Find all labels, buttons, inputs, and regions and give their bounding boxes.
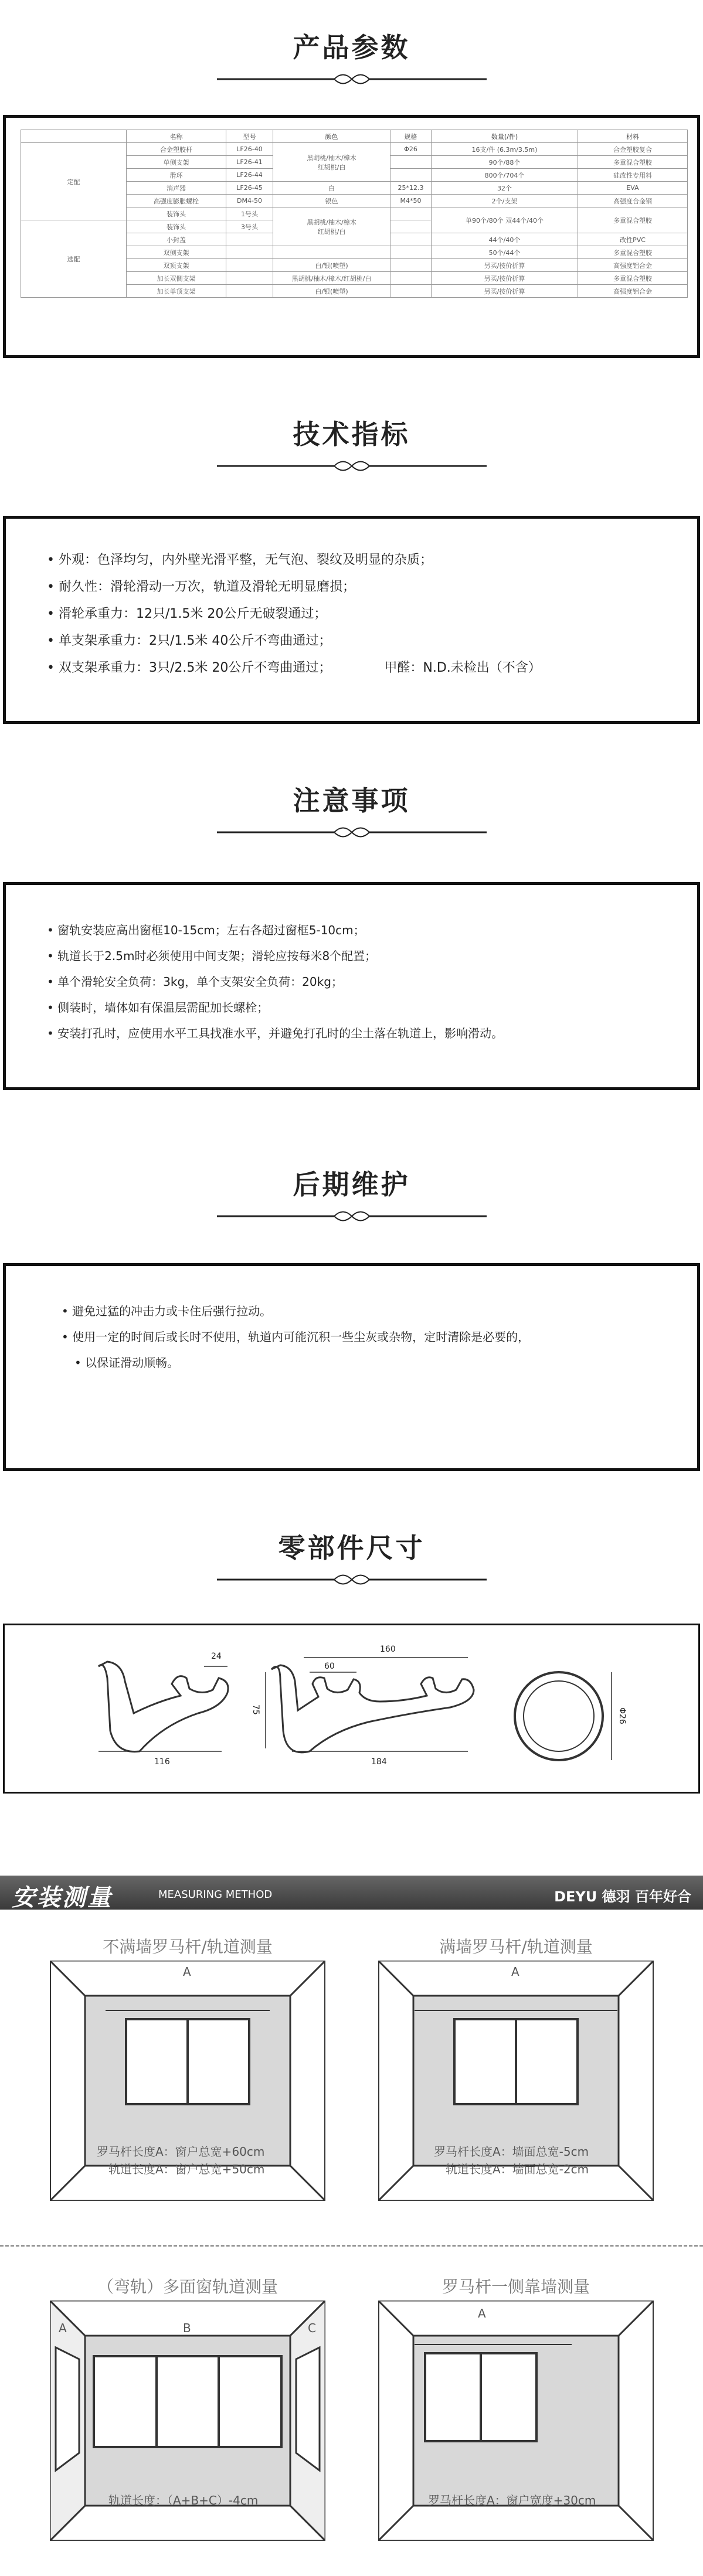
room2-title: 满墙罗马杆/轨道测量: [439, 1937, 593, 1956]
cell: [226, 246, 273, 259]
cell: 加长双侧支架: [127, 272, 226, 285]
room1-l1: 罗马杆长度A：窗户总宽+60cm: [97, 2145, 265, 2159]
list-item: • 侧装时，墙体如有保温层需配加长螺栓；: [47, 995, 503, 1020]
cell: [226, 233, 273, 246]
group-label: 选配: [21, 220, 127, 298]
cell: 黑胡桃/柚木/樟木 红胡桃/白: [273, 143, 390, 182]
cell: EVA: [578, 182, 688, 195]
cell: 双侧支架: [127, 246, 226, 259]
cell: 25*12.3: [390, 182, 432, 195]
room3-b: B: [183, 2321, 191, 2335]
group-label: 定配: [21, 143, 127, 220]
cell: 加长单顶支架: [127, 285, 226, 298]
cell: 多重混合塑胶: [578, 156, 688, 169]
th-spec: 规格: [390, 130, 432, 143]
ornament-divider-icon: [217, 1206, 487, 1226]
list-item: • 单支架承重力：2只/1.5米 40公斤不弯曲通过；: [47, 628, 541, 655]
cell: [390, 156, 432, 169]
cell: 硅改性专用料: [578, 169, 688, 182]
tech-box: [3, 516, 700, 724]
ornament-divider-icon: [217, 69, 487, 89]
room3-c: C: [308, 2321, 316, 2335]
cell: LF26-45: [226, 182, 273, 195]
room2-a: A: [511, 1965, 519, 1979]
room1-l2: 轨道长度A：窗户总宽+50cm: [108, 2162, 265, 2176]
cell: 90个/88个: [432, 156, 578, 169]
cell: 黑胡桃/柚木/樟木/红胡桃/白: [273, 272, 390, 285]
maint-list: [62, 1298, 529, 1376]
cell: 白/银(喷塑): [273, 285, 390, 298]
cell: [390, 169, 432, 182]
cell: 小封盖: [127, 233, 226, 246]
list-item-cont: • 以保证滑动顺畅。: [62, 1350, 529, 1376]
maint-box: [3, 1263, 700, 1471]
th-color: 颜色: [273, 130, 390, 143]
cell: Φ26: [390, 143, 432, 156]
room1-a: A: [183, 1965, 191, 1979]
cell: 800个/704个: [432, 169, 578, 182]
cell: 32个: [432, 182, 578, 195]
params-box: [3, 115, 700, 358]
single-bracket-icon: [99, 1662, 228, 1752]
room3-l1: 轨道长度：（A+B+C）-4cm: [108, 2493, 259, 2507]
room4-l1: 罗马杆长度A：窗户宽度+30cm: [428, 2493, 596, 2507]
cell: 另买/按价折算: [432, 285, 578, 298]
cell: 多重混合塑胶: [578, 207, 688, 233]
cell: [390, 207, 432, 220]
room3-a: A: [59, 2321, 67, 2335]
params-title: 产品参数: [293, 32, 410, 63]
th-qty: 数量(/件): [432, 130, 578, 143]
maint-title: 后期维护: [293, 1169, 410, 1200]
cell: 合金塑胶杆: [127, 143, 226, 156]
ornament-divider-icon: [217, 456, 487, 476]
cell: [226, 259, 273, 272]
dim-24: 24: [211, 1652, 222, 1661]
cell: [226, 272, 273, 285]
cell: [226, 285, 273, 298]
list-item: • 避免过猛的冲击力或卡住后强行拉动。: [62, 1298, 529, 1324]
cell: 单侧支架: [127, 156, 226, 169]
list-item: • 外观：色泽均匀，内外壁光滑平整，无气泡、裂纹及明显的杂质；: [47, 547, 541, 574]
cell: DM4-50: [226, 195, 273, 207]
notes-box: [3, 882, 700, 1090]
dim-160: 160: [380, 1645, 396, 1654]
install-banner: [0, 1876, 703, 1910]
dashed-divider: [0, 2245, 703, 2247]
install-en: MEASURING METHOD: [158, 1888, 273, 1901]
cell: 另买/按价折算: [432, 259, 578, 272]
room3-title: （弯轨）多面窗轨道测量: [97, 2277, 278, 2296]
cell: [390, 233, 432, 246]
cell: 16支/件 (6.3m/3.5m): [432, 143, 578, 156]
list-item: • 轨道长于2.5m时必须使用中间支架；滑轮应按每米8个配置；: [47, 943, 503, 969]
cell: 改性PVC: [578, 233, 688, 246]
list-item: • 滑轮承重力：12只/1.5米 20公斤无破裂通过；: [47, 601, 541, 628]
list-item: • 窗轨安装应高出窗框10-15cm；左右各超过窗框5-10cm；: [47, 917, 503, 943]
cell: 44个/40个: [432, 233, 578, 246]
th-material: 材料: [578, 130, 688, 143]
room1-title: 不满墙罗马杆/轨道测量: [103, 1937, 273, 1956]
spec-table: [21, 130, 688, 298]
cell: [390, 220, 432, 233]
cell: [390, 285, 432, 298]
dim-26: Φ26: [617, 1707, 627, 1724]
cell: 3号头: [226, 220, 273, 233]
cell: 装饰头: [127, 207, 226, 220]
cell: 合金塑胶复合: [578, 143, 688, 156]
cell: [390, 272, 432, 285]
ring-icon: [515, 1672, 603, 1760]
cell: 黑胡桃/柚木/樟木 红胡桃/白: [273, 207, 390, 246]
install-title: 安装测量: [12, 1884, 113, 1911]
cell: [390, 259, 432, 272]
tech-title: 技术指标: [293, 418, 410, 450]
table-row: [21, 143, 688, 156]
list-item: • 双支架承重力：3只/2.5米 20公斤不弯曲通过； 甲醛：N.D.未检出（不含）: [47, 655, 541, 682]
list-item: • 使用一定的时间后或长时不使用，轨道内可能沉积一些尘灰或杂物，定时清除是必要的，: [62, 1324, 529, 1350]
formaldehyde-text: 甲醛：N.D.未检出（不含）: [384, 661, 541, 675]
th-name: 名称: [127, 130, 226, 143]
brand-logo: DEYU 德羽 百年好合: [554, 1888, 691, 1905]
tech-list: [47, 547, 541, 682]
dim-75: 75: [251, 1704, 260, 1715]
ornament-divider-icon: [217, 1570, 487, 1590]
cell: 白/银(喷塑): [273, 259, 390, 272]
cell: LF26-41: [226, 156, 273, 169]
cell: 消声器: [127, 182, 226, 195]
cell: 高强度膨胀螺栓: [127, 195, 226, 207]
dim-184: 184: [371, 1757, 387, 1767]
cell: 滑环: [127, 169, 226, 182]
cell: 高强度合金钢: [578, 195, 688, 207]
cell: 装饰头: [127, 220, 226, 233]
cell: 高强度铝合金: [578, 259, 688, 272]
cell: 银色: [273, 195, 390, 207]
cell: 多重混合塑胶: [578, 272, 688, 285]
room4-a: A: [478, 2306, 486, 2320]
notes-list: [47, 917, 503, 1046]
cell: 50个/44个: [432, 246, 578, 259]
cell: LF26-40: [226, 143, 273, 156]
th-model: 型号: [226, 130, 273, 143]
parts-title: 零部件尺寸: [278, 1532, 425, 1564]
list-item: • 耐久性：滑轮滑动一万次，轨道及滑轮无明显磨损；: [47, 574, 541, 601]
ornament-divider-icon: [217, 822, 487, 842]
dim-60: 60: [324, 1662, 335, 1671]
cell: 2个/支架: [432, 195, 578, 207]
cell: 白: [273, 182, 390, 195]
list-item: • 单个滑轮安全负荷：3kg，单个支架安全负荷：20kg；: [47, 969, 503, 995]
cell: 单90个/80个 双44个/40个: [432, 207, 578, 233]
parts-drawing: [5, 1625, 698, 1792]
cell: M4*50: [390, 195, 432, 207]
cell: 另买/按价折算: [432, 272, 578, 285]
parts-box: [3, 1624, 700, 1794]
room2-l1: 罗马杆长度A：墙面总宽-5cm: [434, 2145, 589, 2159]
dim-116: 116: [154, 1757, 170, 1767]
notes-title: 注意事项: [293, 785, 410, 816]
cell: 多重混合塑胶: [578, 246, 688, 259]
cell: [273, 246, 390, 259]
cell: [390, 246, 432, 259]
cell: 高强度铝合金: [578, 285, 688, 298]
room4-title: 罗马杆一侧靠墙测量: [442, 2277, 590, 2296]
cell: 双顶支架: [127, 259, 226, 272]
cell: LF26-44: [226, 169, 273, 182]
cell: 1号头: [226, 207, 273, 220]
list-item: • 安装打孔时，应使用水平工具找准水平，并避免打孔时的尘土落在轨道上，影响滑动。: [47, 1020, 503, 1046]
room2-l2: 轨道长度A：墙面总宽-2cm: [446, 2162, 589, 2176]
double-bracket-icon: [271, 1665, 474, 1753]
table-header-row: [21, 130, 688, 143]
